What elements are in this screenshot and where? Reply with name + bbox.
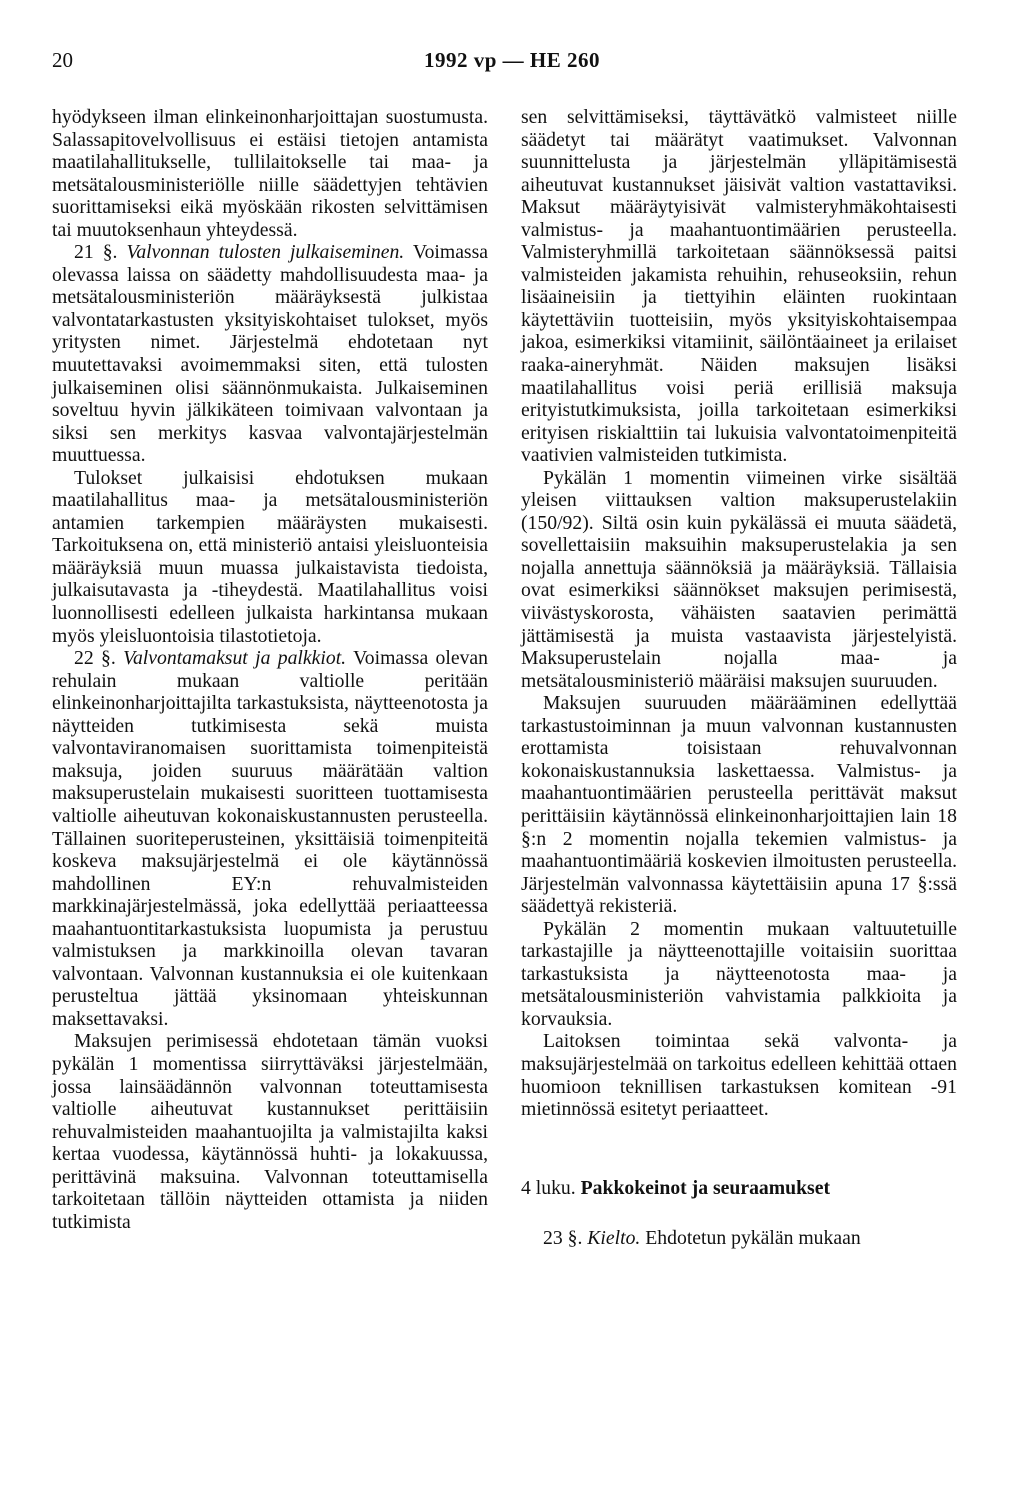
- page-number: 20: [52, 48, 73, 72]
- page-header: [0, 48, 1024, 78]
- section-21: [52, 241, 488, 466]
- section-text: Voimassa olevassa laissa on säädetty mahdollisuudesta maa- ja metsätalousministeriön määräyksestä julkistaa valvontatarkastusten yksityiskohtaiset tulokset, myös yritysten nimet. Järjestelmä ehdotetaan nyt muutettavaksi avoimemmaksi siten, että tulosten julkaiseminen olisi säännönmukaista. Julkaiseminen soveltuu hyvin jälkikäteen toimivaan valvontaan ja siksi sen merkitys kasvaa valvontajärjestelmän muuttuessa.: [52, 241, 488, 467]
- section-number: 21 §.: [74, 241, 118, 264]
- right-column: [521, 106, 957, 1250]
- section-23: [521, 1227, 957, 1250]
- section-text: Voimassa olevan rehulain mukaan valtiolle peritään elinkeinonharjoittajilta tarkastuksista, näytteenotosta ja näytteiden tutkimisesta sekä muista valvontaviranomaisen suorittamista toimenpiteistä maksuja, joiden suuruus määrätään valtion maksuperustelain mukaisesti suoritteen tuottamisesta valtiolle aiheutuvan kokonaiskustannusten perusteella. Tällainen suoriteperusteinen, yksittäisiä toimenpiteitä koskeva maksujärjestelmä ei ole käytännössä mahdollinen EY:n rehuvalmisteiden markkinajärjestelmässä, joka edellyttää periaatteessa maahantuontitarkastuksista luopumista ja perustuu valmistuksen ja markkinoilla olevan tavaran valvontaan. Valvonnan kustannuksia ei ole kuitenkaan perusteltua jättää yksinomaan yhteiskunnan maksettavaksi.: [52, 647, 488, 1030]
- section-title: Valvontamaksut ja palkkiot.: [123, 647, 347, 670]
- section-22: [52, 647, 488, 1030]
- section-title: Kielto.: [587, 1227, 641, 1250]
- paragraph: Tulokset julkaisisi ehdotuksen mukaan maatilahallitus maa- ja metsätalousministeriön antamien tarkempien määräysten mukaisesti. Tarkoituksena on, että ministeriö antaisi yleisluonteisia määräyksiä muun muassa julkaistavista tiedoista, julkaisutavasta ja -tiheydestä. Maatilahallitus voisi luonnollisesti edelleen julkaista harkintansa mukaan myös yleisluontoisia tilastotietoja.: [52, 466, 488, 647]
- paragraph: Maksujen perimisessä ehdotetaan tämän vuoksi pykälän 1 momentissa siirryttäväksi järjestelmään, jossa lainsäädännön valvonnan toteuttamisesta valtiolle aiheutuvat kustannukset perittäisiin rehuvalmisteiden maahantuojilta ja valmistajilta kaksi kertaa vuodessa, käytännössä huhti- ja lokakuussa, perittävinä maksuina. Valvonnan toteuttamisella tarkoitetaan tällöin näytteiden ottamista ja niiden tutkimista: [52, 1030, 488, 1233]
- paragraph: sen selvittämiseksi, täyttävätkö valmisteet niille säädetyt tai määrätyt vaatimukset. Valvonnan suunnittelusta ja järjestelmän ylläpitämisestä aiheutuvat kustannukset jäisivät valtion vastattaviksi. Maksut määräytyisivät valmisteryhmäkohtaisesti valmistus- ja maahantuontimäärien perusteella. Valmisteryhmillä tarkoitetaan säännöksessä paitsi valmisteiden jakamista rehuihin, rehuseoksiin, rehun lisäaineisiin ja tiettyihin eläinten ruokintaan käytettäviin tuotteisiin, myös yksityiskohtaisempaa jakoa, esimerkiksi vitamiinit, säilöntäaineet ja erilaiset raaka-aineryhmät. Näiden maksujen lisäksi maatilahallitus voisi periä erillisiä maksuja erityistutkimuksista, joilla tarkoitetaan esimerkiksi erityisen riskialttiin tai lukuisia valvontatoimenpiteitä vaativien valmisteiden tutkimista.: [521, 106, 957, 467]
- section-number: 22 §.: [74, 647, 116, 670]
- paragraph: Laitoksen toimintaa sekä valvonta- ja maksujärjestelmää on tarkoitus edelleen kehittää ottaen huomioon teknillisen tarkastuksen komitean -91 mietinnössä esitetyt periaatteet.: [521, 1030, 957, 1121]
- paragraph: Maksujen suuruuden määrääminen edellyttää tarkastustoiminnan ja muun valvonnan kustannusten erottamista toisistaan rehuvalvonnan kokonaiskustannuksia laskettaessa. Valmistus- ja maahantuontimäärien perusteella perittävät maksut perittäisiin käytännössä elinkeinonharjoittajien lain 18 §:n 2 momentin nojalla tekemien valmistus- ja maahantuontimääriä koskevien ilmoitusten perusteella. Järjestelmän valvonnassa käytettäisiin apuna 17 §:ssä säädettyä rekisteriä.: [521, 692, 957, 918]
- chapter-title: Pakkokeinot ja seuraamukset: [580, 1176, 831, 1199]
- chapter-heading: [521, 1177, 957, 1200]
- paragraph: Pykälän 1 momentin viimeinen virke sisältää yleisen viittauksen valtion maksuperustelakiin (150/92). Siltä osin kuin pykälässä ei muuta säädetä, sovellettaisiin maksuihin maksuperustelakia ja sen nojalla annettuja säännöksiä ja määräyksiä. Tällaisia ovat esimerkiksi säännökset maksujen perimisestä, viivästyskorosta, vähäisten saatavien perimättä jättämisestä ja muista vastaavista järjestelyistä. Maksuperustelain nojalla maa- ja metsätalousministeriö määräisi maksujen suuruuden.: [521, 466, 957, 692]
- section-title: Valvonnan tulosten julkaiseminen.: [126, 241, 405, 264]
- left-column: [52, 106, 488, 1233]
- section-number: 23 §.: [543, 1227, 583, 1250]
- chapter-number: 4 luku.: [521, 1176, 576, 1199]
- running-title: 1992 vp — HE 260: [423, 48, 601, 72]
- paragraph: Pykälän 2 momentin mukaan valtuutetuille tarkastajille ja näytteenottajille voitaisiin suorittaa tarkastuksista ja näytteenotosta maa- ja metsätalousministeriön vahvistamia palkkioita ja korvauksia.: [521, 917, 957, 1030]
- section-text: Ehdotetun pykälän mukaan: [645, 1227, 861, 1250]
- paragraph: hyödykseen ilman elinkeinonharjoittajan suostumusta. Salassapitovelvollisuus ei estäisi tietojen antamista maatilahallitukselle, tullilaitokselle tai maa- ja metsätalousministeriölle niille säädettyjen tehtävien suorittamiseksi eikä myöskään rikosten selvittämisen tai muutoksenhaun yhteydessä.: [52, 106, 488, 241]
